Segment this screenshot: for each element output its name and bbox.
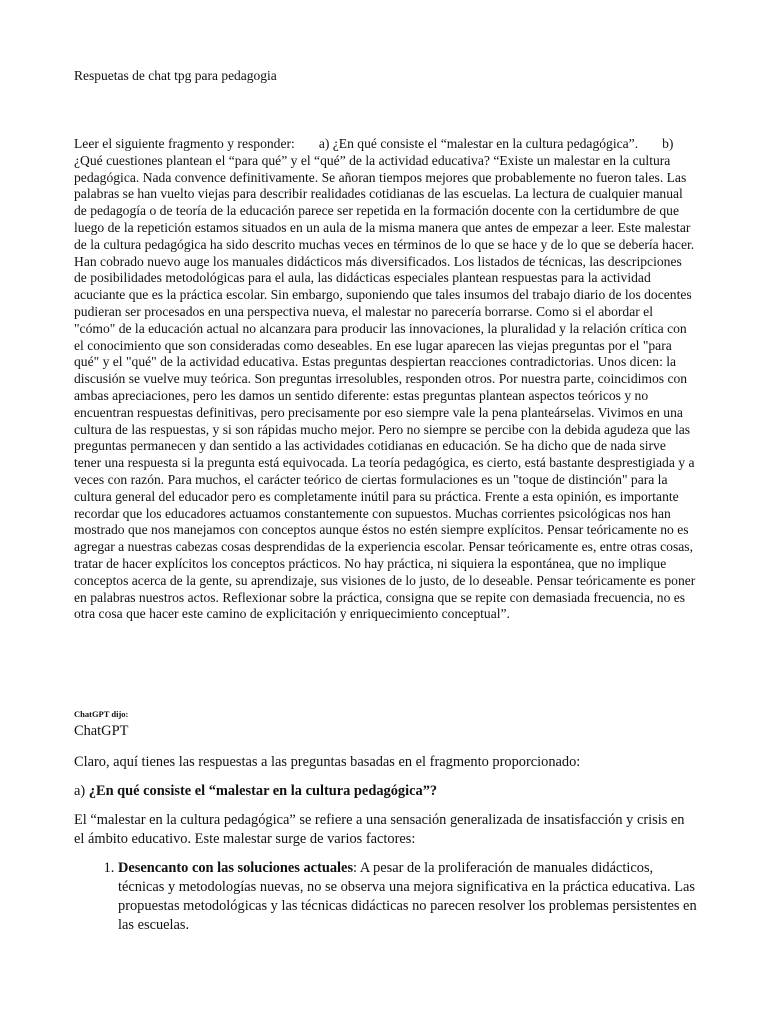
question-a-prompt: a) ¿En qué consiste el “malestar en la cultura pedagógica”. bbox=[318, 136, 639, 151]
answer-a-paragraph: El “malestar en la cultura pedagógica” se refiere a una sensación generalizada de insatisfacción y crisis en el ámbito educativo. Este malestar surge de varios factores: bbox=[74, 812, 685, 847]
document-title: Respuetas de chat tpg para pedagogia bbox=[74, 68, 277, 83]
fragment-text: “Existe un malestar en la cultura pedagógica. Nada convence definitivamente. Se añoran tiempos mejores que probablemente no fueron tales. Las palabras se han vuelto viejas para describir realidades cotidianas de las escuelas. La lectura de cualquier manual de pedagogía o de teoría de la educación parece ser repetida en la formación docente con la certidumbre de que luego de la repetición estamos situados en un aula de la misma manera que antes de empezar a leer. Este malestar de la cultura pedagógica ha sido descrito muchas veces en términos de lo que se hace y de lo que se debería hacer. Han cobrado nuevo auge los manuales didácticos más diversificados. Los listados de técnicas, las descripciones de posibilidades metodológicas para el aula, las didácticas especiales plantean respuestas para la actividad acuciante que es la práctica escolar. Sin embargo, suponiendo que tales insumos del trabajo diario de los docentes pudieran ser procesados en una perspectiva nueva, el malestar no parecería borrarse. Como si el abordar el "cómo" de la educación actual no alcanzara para producir las innovaciones, la pluralidad y la relación crítica con el conocimiento que son consideradas como deseables. En ese lugar aparecen las viejas preguntas por el "para qué" y el "qué" de la actividad educativa. Estas preguntas despiertan reacciones contradictorias. Unos dicen: la discusión se vuelve muy teórica. Son preguntas irresolubles, responden otros. Por nuestra parte, coincidimos con ambas apreciaciones, pero les damos un sentido diferente: estas preguntas plantean aspectos teóricos y no encuentran respuestas definitivas, pero precisamente por eso siempre vale la pena planteárselas. Vivimos en una cultura de las respuestas, y si son rápidas mucho mejor. Pero no siempre se percibe con la debida agudeza que las preguntas permanecen y dan sentido a las actividades cotidianas en educación. Se ha dicho que de nada sirve tener una respuesta si la pregunta está equivocada. La teoría pedagógica, es cierto, está bastante desprestigiada y a veces con razón. Para muchos, el carácter teórico de ciertas formulaciones es un "toque de distinción" para la cultura general del educador pero es completamente inútil para su práctica. Frente a esta opinión, es importante recordar que los educadores actuamos constantemente con supuestos. Muchas corrientes psicológicas nos han mostrado que nos manejamos con conceptos aunque éstos no estén siempre explícitos. Pensar teóricamente no es agregar a nuestras cabezas cosas desprendidas de la experiencia escolar. Pensar teóricamente es, entre otras cosas, tratar de hacer explícitos los conceptos prácticos. No hay práctica, ni siquiera la espontánea, que no implique conceptos acerca de la gente, su aprendizaje, sus visiones de lo justo, de lo deseable. Pensar teóricamente es poner en palabras nuestros actos. Reflexionar sobre la práctica, consigna que se repite con demasiada frecuencia, no es otra cosa que hacer este camino de explicitación y enriquecimiento conceptual”. bbox=[74, 152, 696, 622]
fragment-block bbox=[74, 136, 696, 623]
question-a-title: ¿En qué consiste el “malestar en la cultura pedagógica”? bbox=[88, 783, 438, 799]
speaker-label: ChatGPT dijo: bbox=[74, 709, 129, 719]
list-item-title: Desencanto con las soluciones actuales bbox=[118, 860, 354, 876]
prompt-intro: Leer el siguiente fragmento y responder: bbox=[74, 136, 295, 151]
chatgpt-reply bbox=[74, 722, 698, 935]
factor-list bbox=[74, 859, 698, 935]
question-a-heading bbox=[74, 782, 698, 801]
question-b-prompt: b) ¿Qué cuestiones plantean el “para qué” y el “qué” de la actividad educativa? bbox=[74, 136, 674, 168]
reply-intro: Claro, aquí tienes las respuestas a las preguntas basadas en el fragmento proporcionado: bbox=[74, 754, 581, 770]
question-a-prefix: a) bbox=[74, 783, 89, 799]
list-item bbox=[118, 859, 698, 935]
reply-heading: ChatGPT bbox=[74, 723, 129, 739]
list-item-text: : A pesar de la proliferación de manuales didácticos, técnicas y metodologías nuevas, no se observa una mejora significativa en la práctica educativa. Las propuestas metodológicas y las técnicas didácticas no parecen resolver los problemas persistentes en las escuelas. bbox=[118, 860, 697, 933]
